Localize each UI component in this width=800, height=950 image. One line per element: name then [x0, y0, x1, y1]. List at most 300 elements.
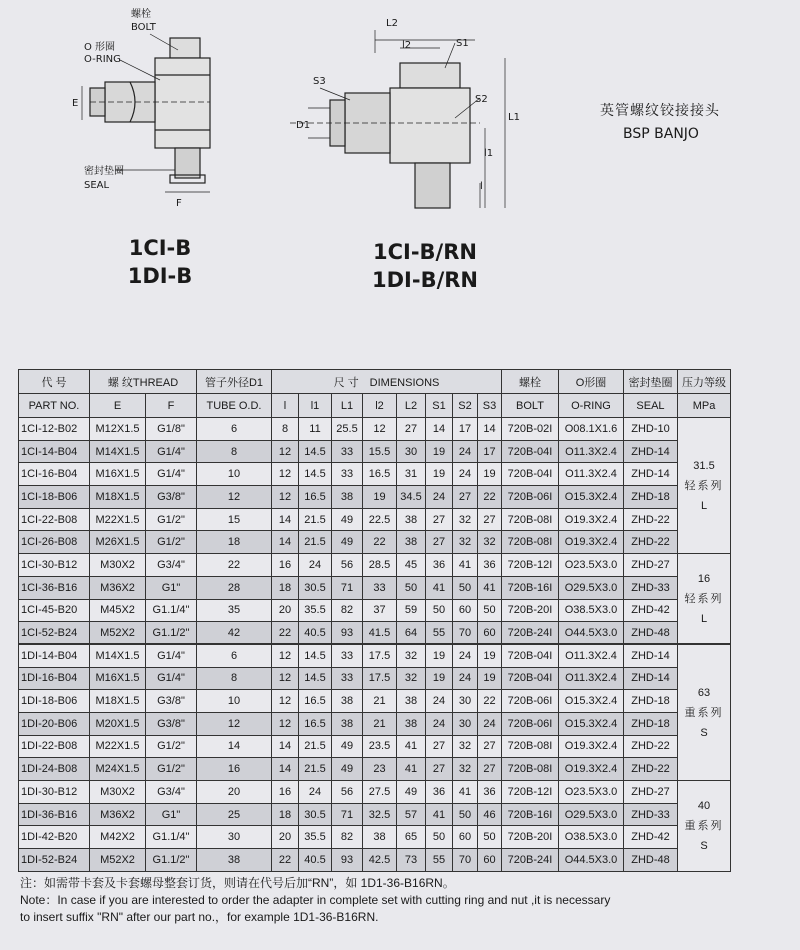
table-cell: 19 — [426, 644, 453, 667]
table-cell: 10 — [197, 690, 272, 713]
table-cell: 720B-04I — [502, 667, 559, 690]
seal-callout-cn: 密封垫圈 — [84, 166, 124, 177]
table-cell: 41 — [397, 758, 426, 781]
subheader-e: E — [90, 394, 146, 418]
table-cell: 30 — [197, 826, 272, 849]
table-cell: 720B-20I — [502, 826, 559, 849]
dim-L1: L1 — [508, 112, 520, 123]
table-cell: 27 — [478, 758, 502, 781]
table-cell: 60 — [453, 826, 478, 849]
table-cell: 50 — [453, 803, 478, 826]
table-cell: O19.3X2.4 — [559, 735, 624, 758]
table-cell: M22X1.5 — [90, 735, 146, 758]
table-cell: O38.5X3.0 — [559, 599, 624, 622]
table-cell: 28 — [197, 576, 272, 599]
table-cell: 14.5 — [299, 667, 332, 690]
table-cell: 1DI-18-B06 — [19, 690, 90, 713]
table-row — [19, 486, 731, 509]
table-cell: 16 — [272, 554, 299, 577]
table-cell: 19 — [363, 486, 397, 509]
table-cell: 15.5 — [363, 440, 397, 463]
table-cell: 720B-08I — [502, 508, 559, 531]
table-cell: 18 — [272, 803, 299, 826]
table-cell: 36 — [478, 781, 502, 804]
table-cell: 70 — [453, 622, 478, 645]
table-cell: ZHD-48 — [624, 622, 678, 645]
header-seal: 密封垫圈 — [624, 370, 678, 394]
table-cell: 12 — [197, 486, 272, 509]
table-cell: 1CI-30-B12 — [19, 554, 90, 577]
table-cell: M20X1.5 — [90, 712, 146, 735]
table-cell: 36 — [426, 781, 453, 804]
table-cell: O38.5X3.0 — [559, 826, 624, 849]
table-cell: 24 — [453, 440, 478, 463]
table-cell: 70 — [453, 849, 478, 872]
table-cell: ZHD-33 — [624, 576, 678, 599]
table-cell: 41 — [453, 781, 478, 804]
dim-S2: S2 — [475, 94, 488, 105]
table-cell: 40.5 — [299, 622, 332, 645]
table-cell: 30.5 — [299, 576, 332, 599]
subheader-s3: S3 — [478, 394, 502, 418]
subheader-s2: S2 — [453, 394, 478, 418]
table-cell: 17.5 — [363, 644, 397, 667]
table-cell: ZHD-27 — [624, 781, 678, 804]
subheader-pressure: MPa — [678, 394, 731, 418]
table-row — [19, 531, 731, 554]
table-cell: 1DI-30-B12 — [19, 781, 90, 804]
header-dimensions: 尺 寸 DIMENSIONS — [272, 370, 502, 394]
subheader-oring: O-RING — [559, 394, 624, 418]
model-label-1di-b-rn: 1DI-B/RN — [372, 268, 478, 292]
table-cell: 71 — [332, 803, 363, 826]
oring-callout-en: O-RING — [84, 54, 121, 65]
table-cell: G1/4" — [146, 463, 197, 486]
table-cell: 21 — [363, 690, 397, 713]
table-cell: 55 — [426, 849, 453, 872]
title-chinese: 英管螺纹铰接接头 — [600, 103, 720, 119]
table-cell: O19.3X2.4 — [559, 758, 624, 781]
table-cell: 42.5 — [363, 849, 397, 872]
table-cell: 14 — [426, 418, 453, 441]
table-cell: 12 — [272, 486, 299, 509]
table-cell: ZHD-42 — [624, 826, 678, 849]
table-cell: ZHD-42 — [624, 599, 678, 622]
note-english-line1: Note：In case if you are interested to order the adapter in complete set with cutting ring and nut ,it is necessary — [20, 893, 611, 907]
table-row — [19, 554, 731, 577]
table-cell: 21 — [363, 712, 397, 735]
table-cell: 1DI-24-B08 — [19, 758, 90, 781]
table-cell: 30 — [397, 440, 426, 463]
table-cell: G3/4" — [146, 554, 197, 577]
table-cell: G1/2" — [146, 735, 197, 758]
table-cell: 35.5 — [299, 826, 332, 849]
table-cell: 25 — [197, 803, 272, 826]
table-cell: ZHD-22 — [624, 735, 678, 758]
table-cell: 50 — [453, 576, 478, 599]
subheader-L2: L2 — [397, 394, 426, 418]
table-cell: 1CI-36-B16 — [19, 576, 90, 599]
table-cell: 14 — [272, 508, 299, 531]
table-cell: 30 — [453, 712, 478, 735]
table-row — [19, 667, 731, 690]
pressure-value: 40 — [697, 799, 711, 812]
subheader-tube: TUBE O.D. — [197, 394, 272, 418]
table-cell: 32 — [453, 531, 478, 554]
table-cell: 27.5 — [363, 781, 397, 804]
table-cell: 55 — [426, 622, 453, 645]
table-cell: 38 — [397, 712, 426, 735]
pressure-series-cn: 轻系列 — [684, 592, 724, 605]
table-cell: 22 — [272, 849, 299, 872]
table-cell: 1DI-52-B24 — [19, 849, 90, 872]
table-row — [19, 849, 731, 872]
table-cell: G3/8" — [146, 486, 197, 509]
subheader-L1: L1 — [332, 394, 363, 418]
table-cell: 32 — [453, 735, 478, 758]
table-cell: 720B-08I — [502, 531, 559, 554]
table-cell: 71 — [332, 576, 363, 599]
table-cell: G3/8" — [146, 690, 197, 713]
table-cell: M22X1.5 — [90, 508, 146, 531]
table-cell: 35.5 — [299, 599, 332, 622]
table-cell: O29.5X3.0 — [559, 803, 624, 826]
table-cell: 33 — [332, 644, 363, 667]
model-label-1di-b: 1DI-B — [127, 264, 193, 288]
table-cell: M18X1.5 — [90, 690, 146, 713]
table-cell: 37 — [363, 599, 397, 622]
table-cell: 21.5 — [299, 735, 332, 758]
table-cell: G1.1/4" — [146, 599, 197, 622]
table-cell: 33 — [332, 440, 363, 463]
table-cell: M24X1.5 — [90, 758, 146, 781]
table-cell: ZHD-14 — [624, 463, 678, 486]
subheader-bolt: BOLT — [502, 394, 559, 418]
table-cell: M42X2 — [90, 826, 146, 849]
subheader-s1: S1 — [426, 394, 453, 418]
table-cell: 93 — [332, 849, 363, 872]
header-bolt: 螺栓 — [502, 370, 559, 394]
table-cell: 16.5 — [299, 486, 332, 509]
table-cell: G1" — [146, 576, 197, 599]
table-cell: 33 — [332, 667, 363, 690]
pressure-series-code: S — [700, 726, 708, 739]
table-cell: 19 — [478, 644, 502, 667]
table-row — [19, 418, 731, 441]
table-cell: G1.1/4" — [146, 826, 197, 849]
table-cell: 19 — [478, 463, 502, 486]
table-cell: 6 — [197, 418, 272, 441]
table-cell: 49 — [332, 735, 363, 758]
note-chinese: 注：如需带卡套及卡套螺母整套订货，则请在代号后加“RN”，如 1D1-36-B16RN。 — [20, 876, 455, 890]
pressure-value: 16 — [697, 572, 711, 585]
table-cell: M30X2 — [90, 554, 146, 577]
table-cell: 720B-06I — [502, 690, 559, 713]
table-cell: 21.5 — [299, 758, 332, 781]
table-cell: M26X1.5 — [90, 531, 146, 554]
table-cell: 1CI-18-B06 — [19, 486, 90, 509]
table-cell: ZHD-14 — [624, 644, 678, 667]
table-cell: M36X2 — [90, 576, 146, 599]
seal-callout-en: SEAL — [84, 180, 110, 191]
table-cell: ZHD-22 — [624, 508, 678, 531]
table-cell: 720B-12I — [502, 554, 559, 577]
table-row — [19, 758, 731, 781]
table-cell: 12 — [272, 440, 299, 463]
oring-callout-cn: O 形圈 — [84, 42, 116, 53]
table-cell: 27 — [426, 735, 453, 758]
table-cell: G1" — [146, 803, 197, 826]
header-code: 代 号 — [19, 370, 90, 394]
table-cell: 22 — [272, 622, 299, 645]
table-cell: ZHD-10 — [624, 418, 678, 441]
pressure-value: 63 — [697, 686, 711, 699]
table-cell: 17 — [478, 440, 502, 463]
table-cell: 24 — [299, 781, 332, 804]
table-cell: 41 — [453, 554, 478, 577]
table-cell: 12 — [272, 644, 299, 667]
table-cell: G1/2" — [146, 758, 197, 781]
table-row — [19, 644, 731, 667]
table-cell: 60 — [478, 622, 502, 645]
table-cell: 33 — [332, 463, 363, 486]
table-cell: 27 — [478, 735, 502, 758]
table-cell: 24 — [426, 712, 453, 735]
table-cell: O19.3X2.4 — [559, 508, 624, 531]
table-cell: 40.5 — [299, 849, 332, 872]
table-cell: 49 — [397, 781, 426, 804]
table-cell: 36 — [426, 554, 453, 577]
table-cell: G1.1/2" — [146, 622, 197, 645]
table-cell: 27 — [426, 758, 453, 781]
table-cell: G3/4" — [146, 781, 197, 804]
subheader-f: F — [146, 394, 197, 418]
table-cell: 19 — [426, 667, 453, 690]
table-cell: 720B-06I — [502, 712, 559, 735]
table-cell: 32 — [397, 644, 426, 667]
pressure-series-code: L — [700, 499, 708, 512]
table-cell: O23.5X3.0 — [559, 781, 624, 804]
table-cell: ZHD-18 — [624, 486, 678, 509]
table-row — [19, 803, 731, 826]
table-cell: O44.5X3.0 — [559, 849, 624, 872]
table-cell: 41 — [397, 735, 426, 758]
table-cell: 8 — [272, 418, 299, 441]
table-cell: 1DI-22-B08 — [19, 735, 90, 758]
table-cell: 18 — [272, 576, 299, 599]
table-cell: 22.5 — [363, 508, 397, 531]
table-cell: 49 — [332, 758, 363, 781]
table-cell: 32 — [478, 531, 502, 554]
table-cell: 24 — [299, 554, 332, 577]
table-row — [19, 690, 731, 713]
dim-E: E — [72, 98, 79, 109]
table-cell: 23.5 — [363, 735, 397, 758]
table-cell: 720B-06I — [502, 486, 559, 509]
table-cell: 14 — [272, 758, 299, 781]
table-cell: 21.5 — [299, 508, 332, 531]
table-cell: 38 — [332, 486, 363, 509]
table-cell: 720B-04I — [502, 463, 559, 486]
table-cell: 41 — [426, 803, 453, 826]
table-cell: G1/4" — [146, 667, 197, 690]
table-cell: 720B-08I — [502, 735, 559, 758]
table-cell: ZHD-14 — [624, 440, 678, 463]
table-cell: 6 — [197, 644, 272, 667]
table-cell: ZHD-14 — [624, 667, 678, 690]
title-english: BSP BANJO — [623, 126, 699, 142]
table-cell: M52X2 — [90, 622, 146, 645]
pressure-series-code: S — [700, 839, 708, 852]
spec-table — [18, 369, 731, 872]
table-cell: 23 — [363, 758, 397, 781]
table-cell: 1DI-36-B16 — [19, 803, 90, 826]
table-cell: 20 — [272, 599, 299, 622]
table-cell: 32 — [453, 758, 478, 781]
table-cell: 24 — [453, 667, 478, 690]
table-cell: 65 — [397, 826, 426, 849]
table-cell: ZHD-48 — [624, 849, 678, 872]
table-cell: 46 — [478, 803, 502, 826]
table-cell: 720B-08I — [502, 758, 559, 781]
header-oring: O形圈 — [559, 370, 624, 394]
table-cell: 31 — [397, 463, 426, 486]
table-cell: 73 — [397, 849, 426, 872]
table-row — [19, 622, 731, 645]
table-cell: M18X1.5 — [90, 486, 146, 509]
table-cell: G3/8" — [146, 712, 197, 735]
table-cell: 50 — [426, 599, 453, 622]
table-cell: G1.1/2" — [146, 849, 197, 872]
table-cell: 16.5 — [363, 463, 397, 486]
table-cell: 50 — [397, 576, 426, 599]
table-cell: 1DI-14-B04 — [19, 644, 90, 667]
table-cell: 50 — [478, 599, 502, 622]
dim-l1: l1 — [484, 148, 494, 159]
table-cell: 720B-24I — [502, 849, 559, 872]
table-cell: 14 — [478, 418, 502, 441]
table-cell: 14.5 — [299, 644, 332, 667]
table-cell: 30 — [453, 690, 478, 713]
table-cell: 12 — [272, 690, 299, 713]
table-cell: 8 — [197, 667, 272, 690]
dim-L2: L2 — [386, 18, 398, 29]
table-cell: O15.3X2.4 — [559, 486, 624, 509]
table-row — [19, 781, 731, 804]
table-cell: G1/4" — [146, 644, 197, 667]
table-cell: O15.3X2.4 — [559, 712, 624, 735]
table-cell: 41 — [478, 576, 502, 599]
table-cell: 16 — [272, 781, 299, 804]
table-cell: 34.5 — [397, 486, 426, 509]
table-cell: O15.3X2.4 — [559, 690, 624, 713]
table-cell: 12 — [272, 463, 299, 486]
table-row — [19, 576, 731, 599]
table-cell: 42 — [197, 622, 272, 645]
bolt-callout-en: BOLT — [131, 22, 156, 33]
table-cell: ZHD-22 — [624, 531, 678, 554]
model-label-1ci-b-rn: 1CI-B/RN — [373, 240, 477, 264]
table-cell: 16 — [197, 758, 272, 781]
table-cell: O23.5X3.0 — [559, 554, 624, 577]
pressure-group — [678, 418, 731, 554]
table-cell: M52X2 — [90, 849, 146, 872]
table-cell: 720B-16I — [502, 803, 559, 826]
dim-l: l — [480, 181, 483, 192]
table-cell: 30.5 — [299, 803, 332, 826]
table-cell: 33 — [363, 576, 397, 599]
table-cell: 56 — [332, 781, 363, 804]
table-cell: 24 — [478, 712, 502, 735]
table-cell: 1CI-16-B04 — [19, 463, 90, 486]
table-cell: ZHD-22 — [624, 758, 678, 781]
table-cell: 1CI-26-B08 — [19, 531, 90, 554]
table-row — [19, 735, 731, 758]
table-cell: 82 — [332, 826, 363, 849]
table-cell: 14.5 — [299, 463, 332, 486]
dim-S3: S3 — [313, 76, 326, 87]
order-note — [20, 875, 610, 926]
table-cell: 41 — [426, 576, 453, 599]
table-cell: 12 — [197, 712, 272, 735]
model-label-1ci-b: 1CI-B — [128, 236, 192, 260]
table-cell: 720B-04I — [502, 644, 559, 667]
table-cell: 38 — [332, 712, 363, 735]
table-cell: 19 — [426, 440, 453, 463]
header-thread: 螺 纹THREAD — [90, 370, 197, 394]
table-cell: 1DI-42-B20 — [19, 826, 90, 849]
table-cell: 22 — [363, 531, 397, 554]
table-cell: 18 — [197, 531, 272, 554]
table-cell: G1/2" — [146, 508, 197, 531]
table-cell: 720B-16I — [502, 576, 559, 599]
table-cell: 21.5 — [299, 531, 332, 554]
table-cell: O11.3X2.4 — [559, 644, 624, 667]
table-cell: 1CI-45-B20 — [19, 599, 90, 622]
header-tube: 管子外径D1 — [197, 370, 272, 394]
table-cell: M30X2 — [90, 781, 146, 804]
pressure-group — [678, 781, 731, 872]
table-cell: 12 — [363, 418, 397, 441]
pressure-group — [678, 644, 731, 780]
table-row — [19, 826, 731, 849]
table-cell: 49 — [332, 531, 363, 554]
table-cell: G1/4" — [146, 440, 197, 463]
note-english-line2: to insert suffix "RN" after our part no.，for example 1D1-36-B16RN. — [20, 910, 379, 924]
table-cell: 14 — [272, 735, 299, 758]
table-cell: 14.5 — [299, 440, 332, 463]
table-cell: 38 — [332, 690, 363, 713]
table-cell: 720B-02I — [502, 418, 559, 441]
table-cell: 16.5 — [299, 690, 332, 713]
table-cell: O44.5X3.0 — [559, 622, 624, 645]
table-cell: 32 — [397, 667, 426, 690]
table-cell: 35 — [197, 599, 272, 622]
subheader-l: l — [272, 394, 299, 418]
table-cell: M14X1.5 — [90, 440, 146, 463]
bolt-callout-cn: 螺栓 — [131, 9, 151, 20]
table-cell: 19 — [478, 667, 502, 690]
table-cell: M36X2 — [90, 803, 146, 826]
subheader-l2: l2 — [363, 394, 397, 418]
table-cell: 45 — [397, 554, 426, 577]
table-cell: 20 — [272, 826, 299, 849]
table-cell: O11.3X2.4 — [559, 440, 624, 463]
table-cell: 49 — [332, 508, 363, 531]
table-cell: G1/2" — [146, 531, 197, 554]
table-cell: 27 — [426, 508, 453, 531]
table-cell: 27 — [426, 531, 453, 554]
